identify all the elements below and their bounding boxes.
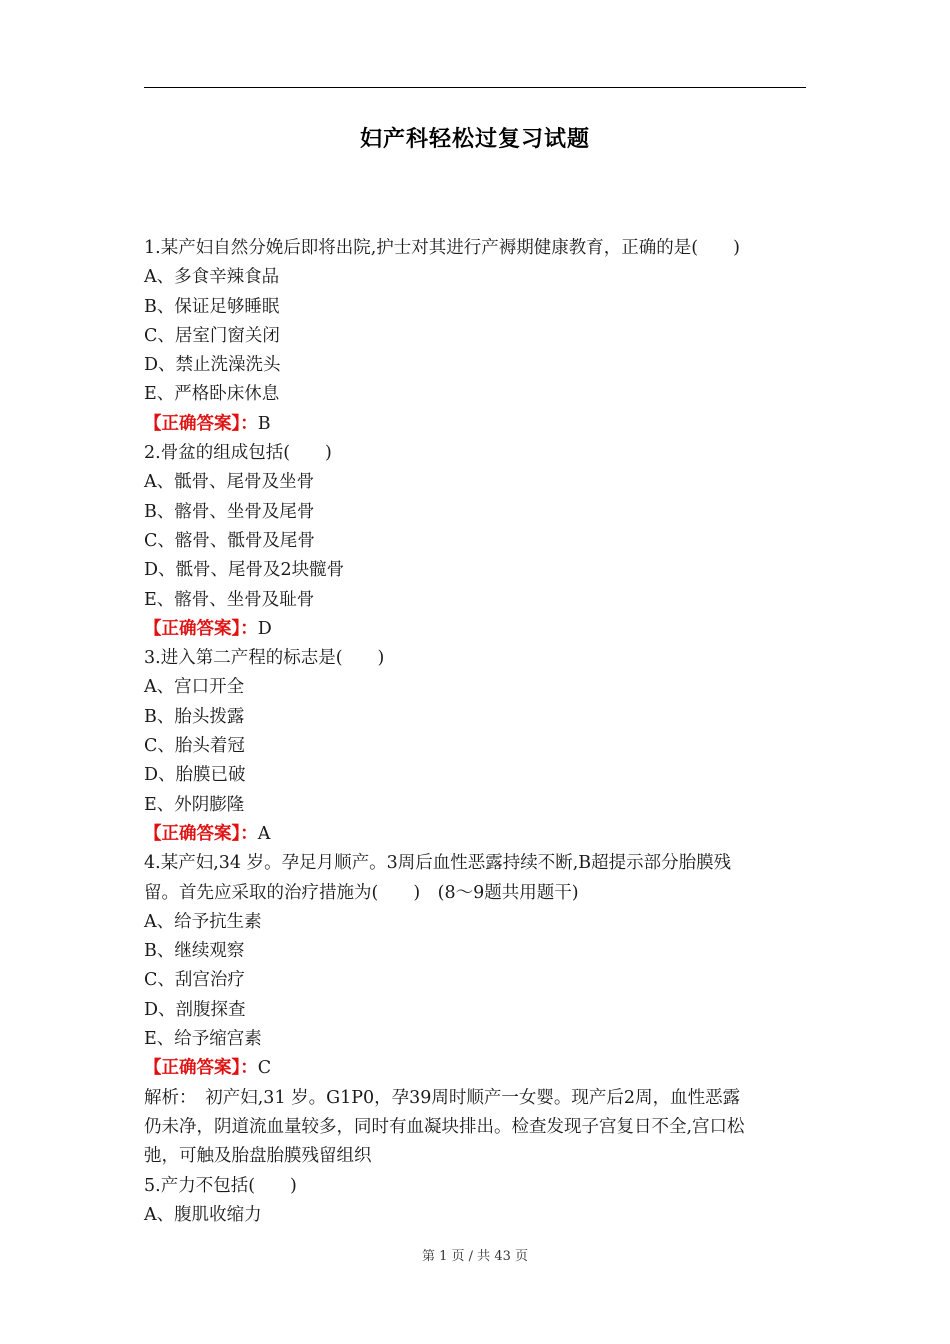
question-list [144, 234, 808, 1230]
document-title: 妇产科轻松过复习试题 [359, 126, 590, 152]
answer-tag: 【正确答案】： [144, 1058, 258, 1079]
question-stem: 2.骨盆的组成包括( ) [144, 443, 332, 464]
analysis-text: 仍未净，阴道流血量较多，同时有血凝块排出。检查发现子宫复日不全,宫口松 [144, 1116, 745, 1137]
option: A、多食辛辣食品 [144, 267, 280, 288]
answer-tag: 【正确答案】： [144, 618, 258, 639]
option: A、腹肌收缩力 [144, 1204, 262, 1225]
answer-line [144, 615, 808, 644]
option: E、外阴膨隆 [144, 794, 245, 815]
option: A、宫口开全 [144, 677, 245, 698]
question-stem: 4.某产妇,34 岁。孕足月顺产。3周后血性恶露持续不断,B超提示部分胎膜残 [144, 853, 732, 874]
answer-tag: 【正确答案】： [144, 413, 258, 434]
question-stem: 3.进入第二产程的标志是( ) [144, 648, 385, 669]
analysis-text: 弛，可触及胎盘胎膜残留组织 [144, 1146, 372, 1167]
option: C、居室门窗关闭 [144, 325, 280, 346]
option: B、髂骨、坐骨及尾骨 [144, 501, 315, 522]
header-rule [144, 87, 806, 88]
option: A、给予抗生素 [144, 911, 262, 932]
option: B、继续观察 [144, 941, 245, 962]
page-footer: 第 1 页 / 共 43 页 [422, 1249, 528, 1264]
question-stem: 留。首先应采取的治疗措施为( ) (8～9题共用题干) [144, 882, 579, 903]
option: D、胎膜已破 [144, 765, 246, 786]
answer-value: C [257, 1058, 272, 1079]
option: B、胎头拨露 [144, 706, 245, 727]
answer-value: B [257, 413, 271, 434]
option: C、刮宫治疗 [144, 970, 245, 991]
option: C、胎头着冠 [144, 736, 245, 757]
question-stem: 5.产力不包括( ) [144, 1175, 297, 1196]
option: D、禁止洗澡洗头 [144, 355, 281, 376]
answer-value: A [257, 823, 271, 844]
option: E、严格卧床休息 [144, 384, 280, 405]
option: E、髂骨、坐骨及耻骨 [144, 589, 315, 610]
analysis-text: 解析： 初产妇,31 岁。G1P0，孕39周时顺产一女婴。现产后2周，血性恶露 [144, 1087, 741, 1108]
answer-line [144, 410, 808, 439]
option: D、骶骨、尾骨及2块髋骨 [144, 560, 345, 581]
question-stem: 1.某产妇自然分娩后即将出院,护士对其进行产褥期健康教育，正确的是( ) [144, 238, 740, 258]
option: D、剖腹探查 [144, 999, 246, 1020]
answer-tag: 【正确答案】： [144, 823, 258, 844]
option: C、髂骨、骶骨及尾骨 [144, 530, 315, 551]
answer-value: D [257, 618, 272, 639]
option: B、保证足够睡眠 [144, 296, 280, 317]
answer-line [144, 820, 808, 849]
option: E、给予缩宫素 [144, 1029, 262, 1050]
option: A、骶骨、尾骨及坐骨 [144, 472, 315, 493]
answer-line [144, 1054, 808, 1083]
